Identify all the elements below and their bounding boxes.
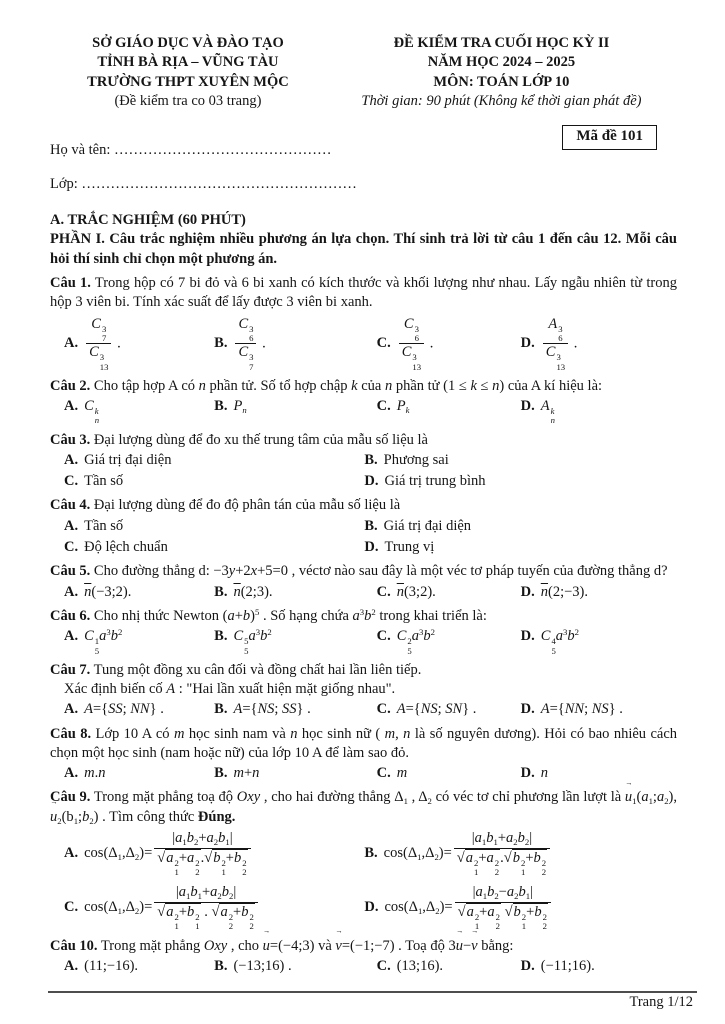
- option-body: C 2 5 $a^3b^2$: [396, 627, 435, 656]
- option-label: D.: [364, 899, 379, 916]
- question-label: Câu 5.: [50, 563, 91, 580]
- question-3-text: Câu 3. Đại lượng dùng để đo xu thế trung tâm của mẫu số liệu là: [50, 431, 428, 448]
- question-6-text: Câu 6. Cho nhị thức Newton $(a+b)^5$ . Số hạng chứa $a^3b^2$ trong khai triển là:: [50, 607, 487, 624]
- question-6-options: [50, 627, 677, 656]
- question-4-option-A: [64, 517, 364, 536]
- question-8-options: [50, 764, 677, 783]
- option-body: C 1 5 $a^3b^2$: [84, 627, 123, 656]
- question-7-subtext: Xác định biến cố A : "Hai lần xuất hiện mặt giống nhau".: [64, 681, 396, 697]
- option-body: $\cos(\Delta_1,\Delta_2)=$ $|a_1b_2+a_2b_1|$ √ a 2 1 +a 2 2 . √ b 2 1 +b 2 2: [84, 830, 252, 877]
- question-9-option-B: [364, 830, 677, 877]
- option-body: Phương sai: [383, 451, 449, 468]
- question-8-option-A: [64, 764, 214, 783]
- question-6-option-A: [64, 627, 214, 656]
- student-name-line: Họ và tên: ………………………………………: [50, 142, 332, 159]
- option-body: Giá trị trung bình: [384, 473, 486, 490]
- option-label: B.: [214, 957, 228, 974]
- question-10-options: [50, 957, 677, 976]
- option-body: A k n: [540, 398, 555, 426]
- option-label: A.: [64, 583, 79, 600]
- option-label: D.: [520, 628, 535, 645]
- option-label: A.: [64, 451, 79, 468]
- exam-title-line-4: Thời gian: 90 phút (Không kể thời gian phát đề): [361, 92, 642, 109]
- question-6-option-D: [521, 627, 677, 656]
- question-1-option-A: [64, 316, 214, 372]
- issuer-line-4: (Đề kiểm tra co 03 trang): [114, 92, 262, 109]
- exam-code-label: Mã đề 101: [576, 128, 643, 145]
- question-5: [50, 562, 677, 602]
- question-8-option-B: [214, 764, 376, 783]
- question-6-option-C: [377, 627, 521, 656]
- issuer-line-3: TRƯỜNG THPT XUYÊN MỘC: [87, 73, 289, 90]
- question-2-option-A: [64, 397, 214, 426]
- question-9-text: Câu 9. Trong mặt phẳng toạ độ Oxy , cho hai đường thẳng $\Delta_1$ , $\Delta_2$ có véc tơ chỉ phương lần lượt là $u \to_1(a_1;a_2)$, $u \to_2(b_1;b_2)$ . Tìm công thức Đúng.: [50, 788, 677, 827]
- option-body: $\cos(\Delta_1,\Delta_2)=$ $|a_1b_1+a_2b_2|$ √ a 2 1 +b 2 1 . √ a 2 2 +b 2 2: [84, 884, 260, 931]
- question-5-option-B: [214, 583, 376, 602]
- option-label: A.: [64, 701, 79, 718]
- question-2: [50, 377, 677, 426]
- exam-code-box: [562, 125, 657, 150]
- option-label: B.: [364, 844, 378, 861]
- question-6-option-B: [214, 627, 376, 656]
- option-body: m: [396, 765, 408, 782]
- question-label: Câu 2.: [50, 377, 91, 394]
- question-label: Câu 4.: [50, 497, 91, 514]
- question-1-option-C: [377, 316, 521, 372]
- question-9-option-A: [64, 830, 364, 877]
- question-3-option-B: [364, 451, 677, 470]
- option-label: D.: [520, 957, 535, 974]
- question-5-text: Câu 5. Cho đường thẳng d: −3y+2x+5=0 , véctơ nào sau đây là một véc tơ pháp tuyến của đường thẳng d?: [50, 563, 668, 580]
- option-body: Độ lệch chuẩn: [84, 539, 168, 555]
- question-10-option-C: [377, 957, 521, 976]
- question-10-option-A: [64, 957, 214, 976]
- question-9-option-D: [364, 884, 677, 931]
- option-body: A={NS; SS} .: [233, 701, 311, 718]
- option-body: (13;16).: [396, 957, 444, 974]
- question-1-text: Câu 1. Trong hộp có 7 bi đỏ và 6 bi xanh có kích thước và khối lượng như nhau. Lấy ngẫu nhiên từ trong hộp 3 viên bi. Tính xác suất để lấy được 3 viên bi xanh.: [50, 274, 677, 311]
- question-4-options: [50, 517, 677, 558]
- question-4: [50, 496, 677, 557]
- option-body: Tần số: [84, 517, 124, 534]
- question-10-option-D: [521, 957, 677, 976]
- question-4-option-B: [364, 517, 677, 536]
- questions-list: [50, 274, 677, 976]
- option-body: $\overline{n}(-3;2)$.: [84, 583, 132, 600]
- option-body: Giá trị đại diện: [383, 517, 472, 534]
- option-body: C 4 5 $a^3b^2$: [540, 627, 579, 656]
- option-body: $\overline{n}(3;2)$.: [396, 583, 436, 600]
- page-number: Trang 1/12: [629, 993, 693, 1010]
- question-2-text: Câu 2. Cho tập hợp A có n phần tử. Số tổ hợp chập k của n phần tử (1 ≤ k ≤ n) của A kí hiệu là:: [50, 377, 603, 394]
- exam-title-block: [326, 34, 677, 111]
- question-5-option-A: [64, 583, 214, 602]
- option-body: $\cos(\Delta_1,\Delta_2)=$ $|a_1b_1+a_2b_2|$ √ a 2 1 +a 2 2 . √ b 2 1 +b 2 2: [384, 830, 552, 877]
- exam-title-line-2: NĂM HỌC 2024 – 2025: [427, 54, 576, 71]
- option-label: C.: [376, 334, 391, 351]
- option-body: Giá trị đại diện: [84, 451, 172, 468]
- option-body: $P_n$: [233, 398, 247, 416]
- question-5-option-D: [521, 583, 677, 602]
- exam-title-line-3: MÔN: TOÁN LỚP 10: [433, 73, 570, 90]
- option-label: A.: [64, 844, 79, 861]
- option-label: A.: [64, 765, 79, 782]
- page-footer: [48, 991, 697, 1012]
- question-1-option-D: [521, 316, 677, 372]
- question-7: [50, 661, 677, 720]
- question-9-options: [50, 830, 677, 932]
- question-8-option-C: [377, 764, 521, 783]
- option-body: $\overline{n}(2;3)$.: [233, 583, 273, 600]
- question-2-options: [50, 397, 677, 426]
- option-label: C.: [376, 957, 391, 974]
- option-label: C.: [64, 899, 79, 916]
- option-label: B.: [214, 583, 228, 600]
- question-4-option-D: [364, 538, 677, 557]
- option-label: B.: [214, 701, 228, 718]
- option-body: n: [540, 765, 549, 782]
- question-6: [50, 607, 677, 656]
- section-part-instructions: PHẦN I. Câu trắc nghiệm nhiều phương án lựa chọn. Thí sinh trả lời từ câu 1 đến câu 12. Mỗi câu hỏi thí sinh chỉ chọn một phương án.: [50, 231, 677, 267]
- issuer-line-2: TỈNH BÀ RỊA – VŨNG TÀU: [97, 54, 279, 71]
- option-label: D.: [364, 539, 379, 555]
- option-body: $\cos(\Delta_1,\Delta_2)=$ $|a_1b_2-a_2b_1|$ √ a 2 1 +a 2 2 √ b 2 1 +b 2 2: [384, 884, 552, 931]
- option-label: B.: [364, 451, 378, 468]
- option-label: C.: [376, 628, 391, 645]
- option-label: C.: [376, 583, 391, 600]
- question-label: Câu 9.: [50, 789, 91, 806]
- question-label: Câu 7.: [50, 661, 91, 678]
- option-label: D.: [520, 583, 535, 600]
- option-label: A.: [64, 957, 79, 974]
- option-label: B.: [214, 765, 228, 782]
- question-label: Câu 10.: [50, 937, 98, 954]
- option-label: B.: [214, 398, 228, 414]
- option-label: B.: [214, 628, 228, 645]
- option-label: C.: [376, 398, 391, 414]
- option-label: A.: [64, 517, 79, 534]
- question-1-options: [50, 316, 677, 372]
- question-9-option-C: [64, 884, 364, 931]
- option-label: D.: [520, 334, 535, 351]
- option-body: $P_k$: [396, 398, 410, 416]
- question-3-option-C: [64, 472, 364, 491]
- question-2-option-C: [377, 397, 521, 426]
- option-label: B.: [364, 517, 378, 534]
- question-1-option-B: [214, 316, 376, 372]
- question-8: [50, 725, 677, 784]
- section-title: A. TRẮC NGHIỆM (60 PHÚT): [50, 212, 246, 229]
- option-body: C 3 6 C 3 7 .: [233, 316, 265, 372]
- issuer-line-1: SỞ GIÁO DỤC VÀ ĐÀO TẠO: [92, 35, 284, 51]
- option-body: Trung vị: [384, 539, 435, 555]
- question-10: [50, 937, 677, 977]
- option-body: C k n: [84, 398, 100, 426]
- option-body: C 3 7 C 3 13 .: [84, 316, 121, 372]
- option-label: A.: [64, 334, 79, 351]
- option-label: C.: [376, 765, 391, 782]
- question-5-option-C: [377, 583, 521, 602]
- option-body: C 3 6 C 3 13 .: [397, 316, 434, 372]
- option-label: D.: [520, 701, 535, 718]
- question-label: Câu 6.: [50, 607, 91, 624]
- option-label: D.: [364, 473, 379, 490]
- question-4-text: Câu 4. Đại lượng dùng để đo độ phân tán của mẫu số liệu là: [50, 497, 401, 514]
- question-5-options: [50, 583, 677, 602]
- option-body: (11;−16).: [84, 957, 139, 974]
- question-8-option-D: [521, 764, 677, 783]
- question-8-text: Câu 8. Lớp 10 A có m học sinh nam và n học sinh nữ ( m, n là số nguyên dương). Hỏi có bao nhiêu cách chọn một học sinh (nam hoặc nữ) của lớp 10 A để làm sao đỏ.: [50, 725, 678, 761]
- question-7-options: [50, 700, 677, 719]
- option-label: A.: [64, 398, 79, 414]
- student-info-area: [50, 121, 677, 209]
- option-label: D.: [520, 765, 535, 782]
- option-label: B.: [214, 334, 228, 351]
- question-label: Câu 3.: [50, 431, 91, 448]
- option-label: C.: [64, 539, 79, 555]
- option-body: m.n: [84, 765, 106, 782]
- student-class-line: Lớp: …………………………………………………: [50, 176, 357, 193]
- option-body: A 3 6 C 3 13 .: [541, 316, 578, 372]
- question-3: [50, 431, 677, 492]
- question-2-option-B: [214, 397, 376, 426]
- option-label: A.: [64, 628, 79, 645]
- issuer-block: [50, 34, 326, 111]
- option-body: m+n: [233, 765, 260, 782]
- question-4-option-C: [64, 538, 364, 557]
- question-7-option-C: [377, 700, 521, 719]
- option-body: A={NS; SN} .: [396, 701, 477, 718]
- question-7-text: Câu 7. Tung một đồng xu cân đối và đồng chất hai lần liên tiếp.: [50, 661, 422, 678]
- option-label: D.: [520, 398, 535, 414]
- question-label: Câu 8.: [50, 725, 92, 742]
- question-7-option-D: [521, 700, 677, 719]
- option-body: A={NN; NS} .: [540, 701, 623, 718]
- option-body: A={SS; NN} .: [84, 701, 164, 718]
- question-3-option-A: [64, 451, 364, 470]
- question-10-text: Câu 10. Trong mặt phẳng Oxy , cho u →=(−4;3) và v →=(−1;−7) . Toạ độ 3u →−v → bằng:: [50, 937, 677, 956]
- question-9: [50, 788, 677, 931]
- question-3-option-D: [364, 472, 677, 491]
- option-body: Tần số: [84, 473, 124, 490]
- option-body: (−13;16) .: [233, 957, 292, 974]
- question-7-option-A: [64, 700, 214, 719]
- question-label: Câu 1.: [50, 274, 91, 291]
- question-2-option-D: [521, 397, 677, 426]
- question-10-option-B: [214, 957, 376, 976]
- question-3-options: [50, 451, 677, 492]
- option-body: C 5 5 $a^3b^2$: [233, 627, 272, 656]
- option-label: C.: [376, 701, 391, 718]
- question-1: [50, 274, 677, 372]
- exam-title-line-1: ĐỀ KIỂM TRA CUỐI HỌC KỲ II: [393, 35, 610, 51]
- option-label: C.: [64, 473, 79, 490]
- question-7-option-B: [214, 700, 376, 719]
- exam-header: [50, 34, 677, 111]
- option-body: (−11;16).: [540, 957, 595, 974]
- option-body: $\overline{n}(2;-3)$.: [540, 583, 589, 600]
